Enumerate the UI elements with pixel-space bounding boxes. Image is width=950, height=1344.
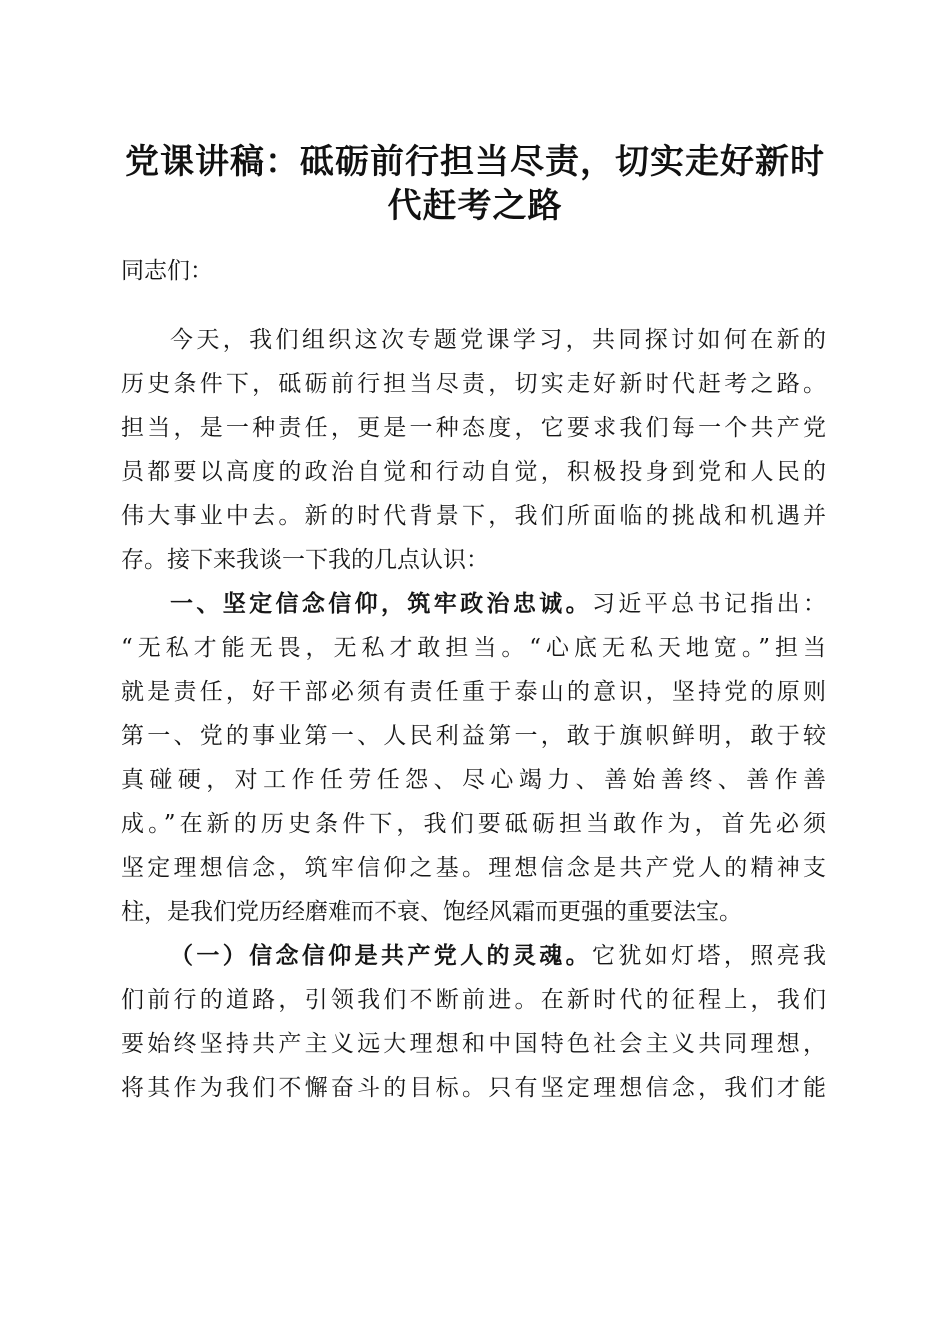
section-1-line: 坚定理想信念，筑牢信仰之基。理想信念是共产党人的精神支 [121,855,826,881]
subsection-1-line: 们前行的道路，引领我们不断前进。在新时代的征程上，我们 [121,987,826,1013]
section-1-line: 真碰硬，对工作任劳任怨、尽心竭力、善始善终、善作善 [121,767,826,793]
section-1-line: 成。”在新的历史条件下，我们要砥砺担当敢作为，首先必须 [121,811,826,837]
salutation: 同志们： [121,258,213,284]
subsection-1-lead-tail: 它犹如灯塔，照亮我 [592,943,826,969]
subsection-1-line: 要始终坚持共产主义远大理想和中国特色社会主义共同理想， [121,1031,826,1057]
section-1-line: 第一、党的事业第一、人民利益第一，敢于旗帜鲜明，敢于较 [121,723,826,749]
intro-line: 历史条件下，砥砺前行担当尽责，切实走好新时代赶考之路。 [121,371,826,397]
section-1-line: 柱，是我们党历经磨难而不衰、饱经风霜而更强的重要法宝。 [121,899,742,925]
subsection-1-lead-line [170,941,826,971]
section-1-line: 就是责任，好干部必须有责任重于泰山的意识，坚持党的原则 [121,679,826,705]
intro-line: 担当，是一种责任，更是一种态度，它要求我们每一个共产党 [121,415,826,441]
section-1-line: “无私才能无畏，无私才敢担当。“心底无私天地宽。”担当 [121,635,826,661]
intro-line: 今天，我们组织这次专题党课学习，共同探讨如何在新的 [170,327,826,353]
section-1-heading-line [170,589,826,619]
intro-line: 员都要以高度的政治自觉和行动自觉，积极投身到党和人民的 [121,459,826,485]
section-1-heading-tail: 习近平总书记指出： [592,591,826,617]
intro-line: 伟大事业中去。新的时代背景下，我们所面临的挑战和机遇并 [121,503,826,529]
document-title-line-1: 党课讲稿：砥砺前行担当尽责，切实走好新时 [125,142,825,182]
document-title-line-2: 代赶考之路 [387,186,563,226]
subsection-1-line: 将其作为我们不懈奋斗的目标。只有坚定理想信念，我们才能 [121,1075,826,1101]
subsection-1-lead: （一）信念信仰是共产党人的灵魂。 [170,943,592,969]
intro-line: 存。接下来我谈一下我的几点认识： [121,547,489,573]
section-1-heading: 一、坚定信念信仰，筑牢政治忠诚。 [170,591,592,617]
